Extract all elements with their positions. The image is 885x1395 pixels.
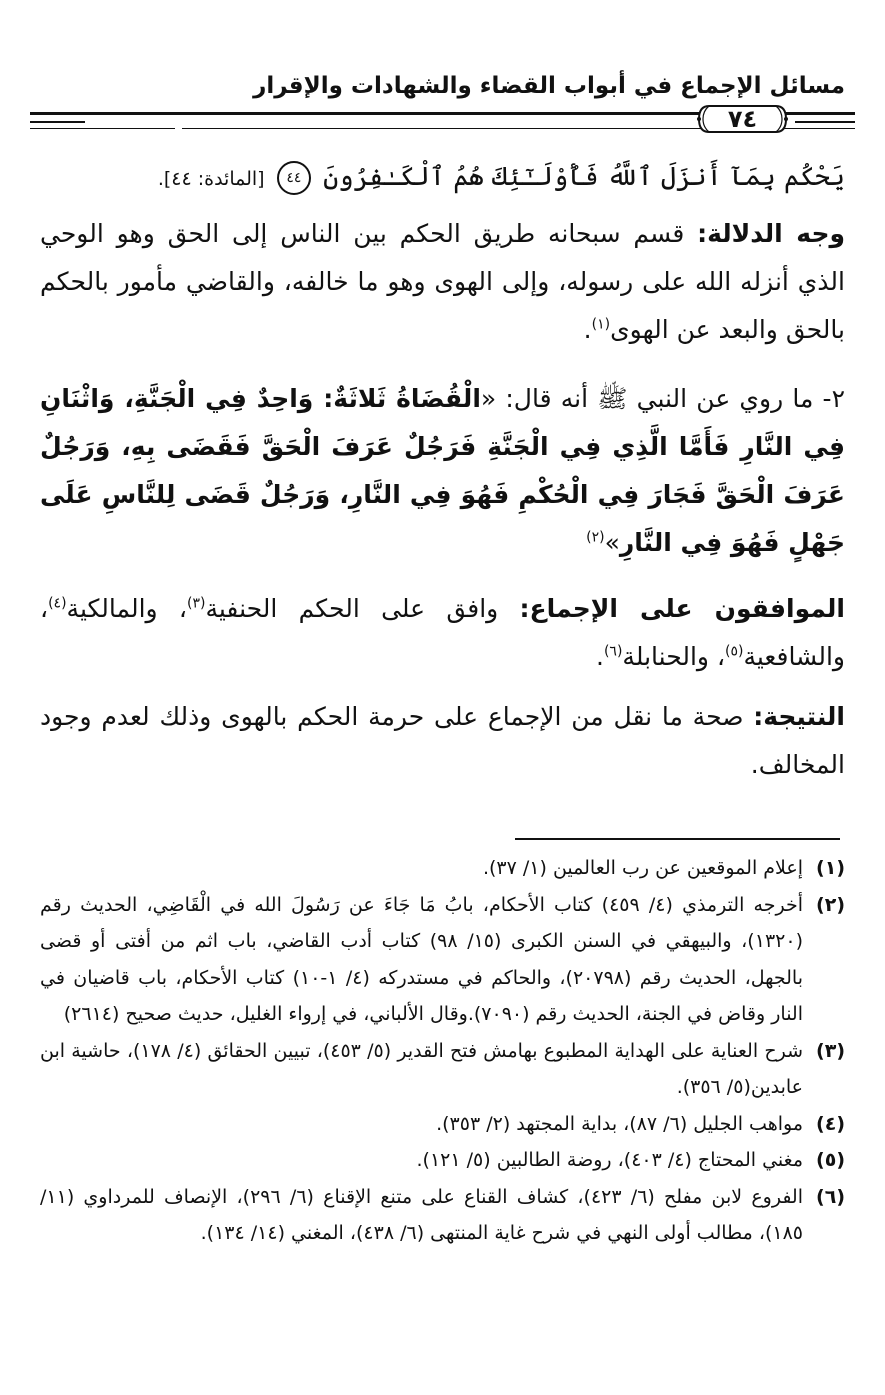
footnotes bbox=[40, 850, 845, 1252]
verse-reference: [المائدة: ٤٤]. bbox=[157, 168, 265, 190]
hadith-text: الْقُضَاةُ ثَلاثَةٌ: وَاحِدٌ فِي الْجَنَّةِ، وَاثْنَانِ فِي النَّارِ فَأَمَّا الَّذِي فِي الْجَنَّةِ فَرَجُلٌ عَرَفَ الْحَقَّ فَقَضَى بِهِ، وَرَجُلٌ عَرَفَ الْحَقَّ فَجَارَ فِي الْحُكْمِ فَهُوَ فِي النَّارِ، وَرَجُلٌ قَضَى لِلنَّاسِ عَلَى جَهْلٍ فَهُوَ فِي النَّارِ bbox=[40, 384, 845, 557]
footnote-item bbox=[40, 1142, 845, 1179]
result-label: النتيجة: bbox=[753, 702, 845, 731]
agreers-text: ، والمالكية bbox=[66, 594, 187, 623]
footnote-item bbox=[40, 1033, 845, 1106]
header-rule bbox=[30, 121, 85, 123]
result-text: صحة ما نقل من الإجماع على حرمة الحكم بالهوى وذلك لعدم وجود المخالف. bbox=[40, 702, 845, 779]
footnote-item bbox=[40, 887, 845, 1033]
footnote-text: مواهب الجليل (٦/ ٨٧)، بداية المجتهد (٢/ ٣٥٣). bbox=[436, 1112, 803, 1135]
footnote-ref: (٤) bbox=[48, 595, 67, 612]
footnote-text: مغني المحتاج (٤/ ٤٠٣)، روضة الطالبين (٥/ ١٢١). bbox=[416, 1149, 803, 1171]
wajh-text: قسم سبحانه طريق الحكم بين الناس إلى الحق وهو الوحي الذي أنزله الله على رسوله، وإلى الهوى وهو ما خالفه، والقاضي مأمور بالحكم بالحق والبعد عن الهوى bbox=[40, 219, 845, 344]
punctuation: . bbox=[596, 642, 604, 671]
footnote-item bbox=[40, 850, 845, 887]
footnote-number: (٤) bbox=[816, 1112, 845, 1135]
footnote-number: (٢) bbox=[816, 893, 845, 916]
footnote-number: (٥) bbox=[816, 1149, 845, 1171]
agreers-text: وافق على الحكم الحنفية bbox=[205, 594, 520, 623]
page-number-frame bbox=[695, 100, 790, 138]
ayah-number-icon: ٤٤ bbox=[277, 161, 311, 195]
footnote-ref: (٣) bbox=[187, 595, 206, 612]
header-rule bbox=[795, 121, 855, 123]
agreers-text: ، والشافعية bbox=[40, 594, 845, 671]
verse-text: يَحْكُم بِمَآ أَنزَلَ ٱللَّهُ فَأُوْلَـٰٓئِكَ هُمُ ٱلْكَـٰفِرُونَ bbox=[323, 162, 845, 192]
punctuation: . bbox=[583, 315, 592, 344]
footnote-number: (١) bbox=[816, 857, 845, 879]
footnote-number: (٦) bbox=[816, 1185, 845, 1208]
page-number: ٧٤ bbox=[727, 105, 758, 133]
footnote-text: شرح العناية على الهداية المطبوع بهامش فتح القدير (٥/ ٤٥٣)، تبيين الحقائق (٤/ ١٧٨)، حاشية ابن عابدين(٥/ ٣٥٦). bbox=[40, 1039, 803, 1098]
header-rule-thin bbox=[30, 128, 175, 129]
paragraph-hadith bbox=[40, 375, 845, 567]
paragraph-agreers bbox=[40, 585, 845, 681]
running-title: مسائل الإجماع في أبواب القضاء والشهادات والإقرار bbox=[253, 73, 845, 99]
agreers-text: ، والحنابلة bbox=[622, 642, 726, 671]
footnote-ref: (١) bbox=[591, 316, 611, 333]
hadith-lead: ٢- ما روي عن النبي ﷺ أنه قال: « bbox=[480, 384, 845, 413]
footnote-item bbox=[40, 1106, 845, 1143]
footnote-item bbox=[40, 1179, 845, 1252]
footnote-ref: (٢) bbox=[586, 529, 605, 546]
hadith-close: » bbox=[604, 528, 620, 557]
footnote-ref: (٥) bbox=[725, 643, 744, 660]
footnote-ref: (٦) bbox=[603, 643, 623, 660]
footnote-text: الفروع لابن مفلح (٦/ ٤٢٣)، كشاف القناع على متنع الإقناع (٦/ ٢٩٦)، الإنصاف للمرداوي (١١/ ١٨٥)، مطالب أولى النهي في شرح غاية المنتهى (٦/ ٤٣٨)، المغني (١٤/ ١٣٤). bbox=[40, 1185, 804, 1244]
footnote-text: إعلام الموقعين عن رب العالمين (١/ ٣٧). bbox=[482, 857, 803, 879]
footnote-separator bbox=[515, 838, 840, 840]
footnote-number: (٣) bbox=[816, 1039, 845, 1062]
paragraph-result bbox=[40, 693, 845, 789]
wajh-label: وجه الدلالة: bbox=[697, 219, 846, 248]
paragraph-wajh-dalala bbox=[40, 210, 845, 354]
agreers-label: الموافقون على الإجماع: bbox=[519, 594, 845, 623]
footnote-text: أخرجه الترمذي (٤/ ٤٥٩) كتاب الأحكام، بابُ مَا جَاءَ عن رَسُولَ الله في الْقَاضِي، الحديث رقم (١٣٢٠)، والبيهقي في السنن الكبرى (١٥/ ٩٨) كتاب أدب القاضي، باب اثم من أفتى أو قضى بالجهل، الحديث رقم (٢٠٧٩٨)، والحاكم في مستدركه (٤/ ١-١٠) كتاب الأحكام، باب قاضيان في النار وقاض في الجنة، الحديث رقم (٧٠٩٠).وقال الألباني، في إرواء الغليل، حديث صحيح (٢٦١٤) bbox=[40, 893, 803, 1025]
quran-verse bbox=[40, 155, 845, 201]
